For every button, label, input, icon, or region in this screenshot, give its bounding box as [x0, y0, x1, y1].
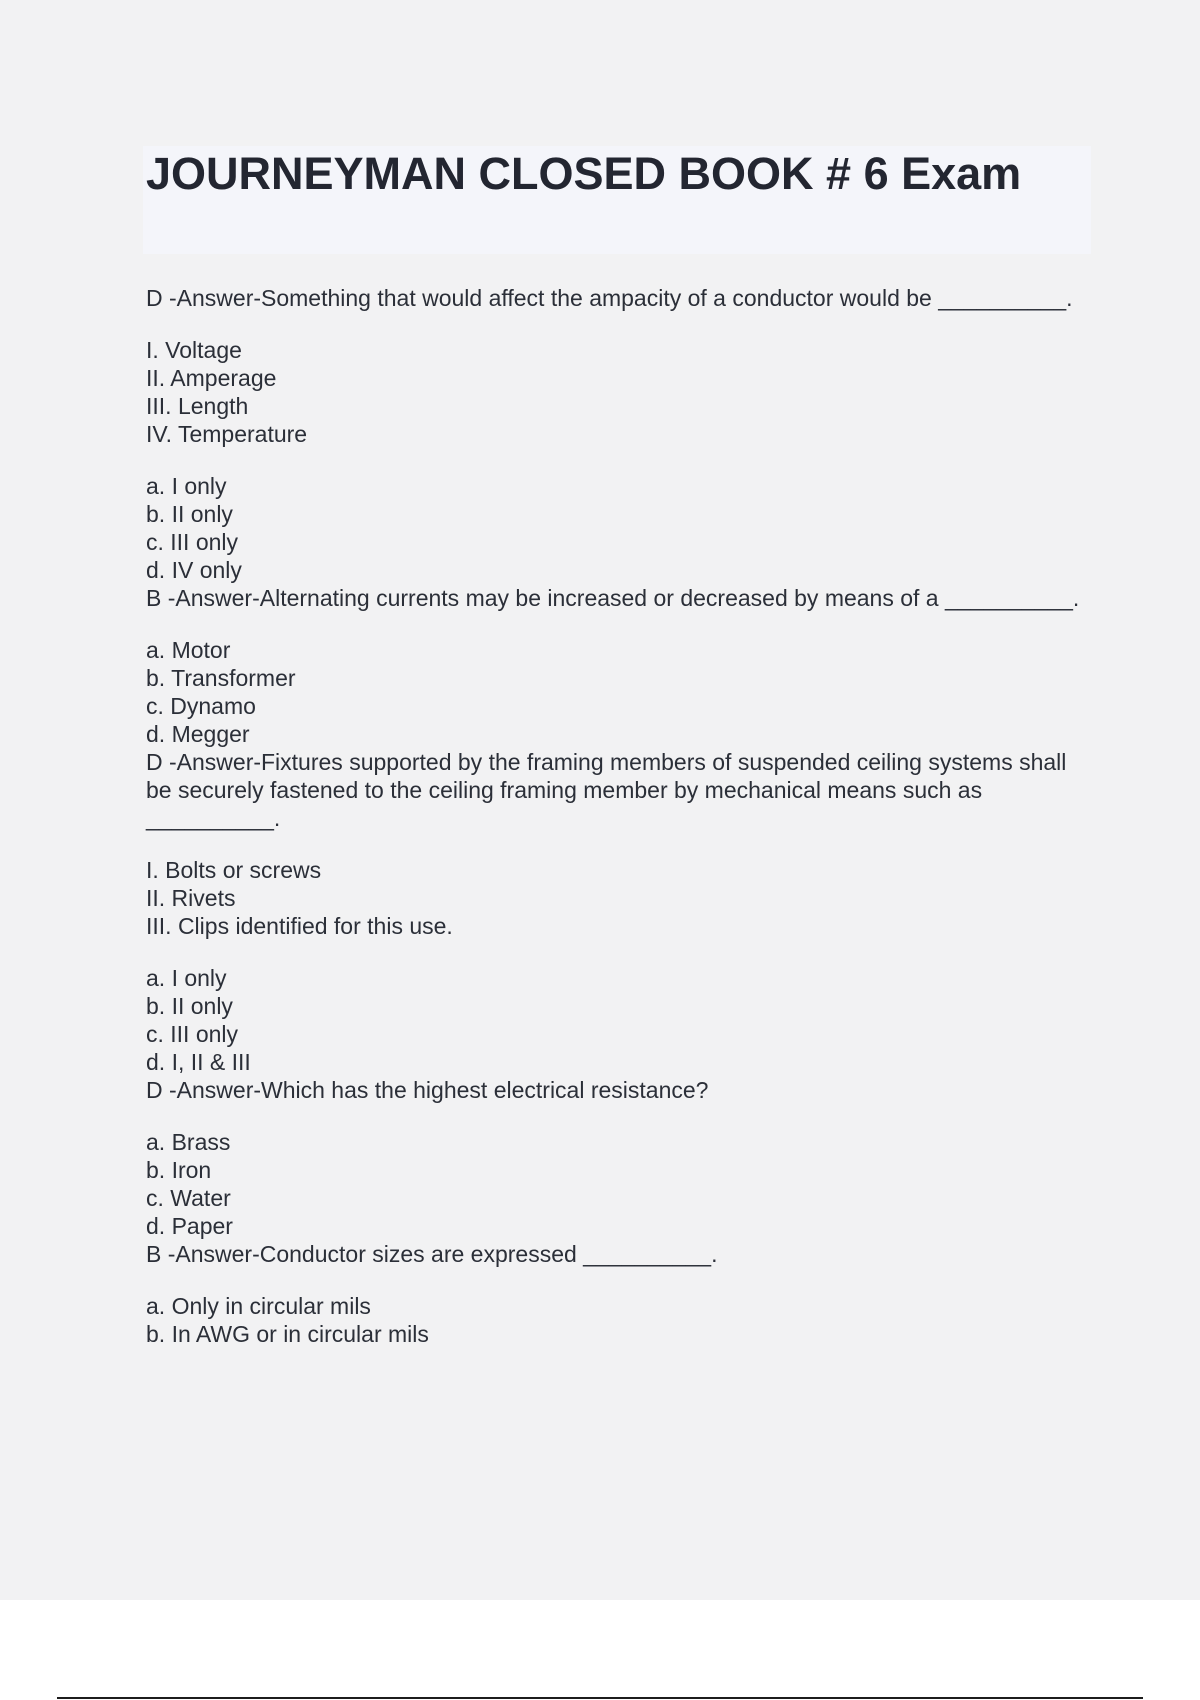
list-item: c. III only [146, 1021, 239, 1047]
list-item: I. Bolts or screws [146, 857, 322, 883]
question-stem: B -Answer-Conductor sizes are expressed __________. [146, 1241, 718, 1267]
list-item: IV. Temperature [146, 421, 308, 447]
list-item: a. Only in circular mils [146, 1293, 371, 1319]
list-item: b. II only [146, 501, 233, 527]
answer-choices [146, 1292, 1086, 1348]
list-item: c. Water [146, 1185, 231, 1211]
list-item: II. Rivets [146, 885, 236, 911]
list-item: d. IV only [146, 557, 242, 583]
answer-choices [146, 636, 1086, 748]
question-block [146, 284, 1086, 584]
list-item: d. Paper [146, 1213, 233, 1239]
list-item: a. Brass [146, 1129, 231, 1155]
answer-choices [146, 472, 1086, 584]
question-stem: D -Answer-Fixtures supported by the framing members of suspended ceiling systems shall be securely fastened to the ceiling framing member by mechanical means such as __________. [146, 749, 1067, 831]
list-item: c. Dynamo [146, 693, 256, 719]
list-item: III. Length [146, 393, 249, 419]
question-block [146, 1240, 1086, 1348]
list-item: d. I, II & III [146, 1049, 251, 1075]
question-stem: D -Answer-Which has the highest electrical resistance? [146, 1077, 709, 1103]
list-item: d. Megger [146, 721, 250, 747]
page-divider [57, 1697, 1143, 1699]
list-item: a. Motor [146, 637, 231, 663]
list-item: I. Voltage [146, 337, 242, 363]
question-block [146, 748, 1086, 1076]
document-title: JOURNEYMAN CLOSED BOOK # 6 Exam [146, 148, 1022, 199]
answer-choices [146, 1128, 1086, 1240]
list-item: III. Clips identified for this use. [146, 913, 453, 939]
item-list [146, 336, 1086, 448]
answer-choices [146, 964, 1086, 1076]
list-item: a. I only [146, 473, 227, 499]
list-item: a. I only [146, 965, 227, 991]
list-item: b. In AWG or in circular mils [146, 1321, 429, 1347]
question-block [146, 584, 1086, 748]
list-item: b. Transformer [146, 665, 296, 691]
question-stem: D -Answer-Something that would affect the ampacity of a conductor would be __________. [146, 285, 1073, 311]
list-item: b. II only [146, 993, 233, 1019]
list-item: c. III only [146, 529, 239, 555]
item-list [146, 856, 1086, 940]
list-item: II. Amperage [146, 365, 277, 391]
question-stem: B -Answer-Alternating currents may be increased or decreased by means of a __________. [146, 585, 1080, 611]
list-item: b. Iron [146, 1157, 212, 1183]
question-list [146, 284, 1086, 1348]
question-block [146, 1076, 1086, 1240]
